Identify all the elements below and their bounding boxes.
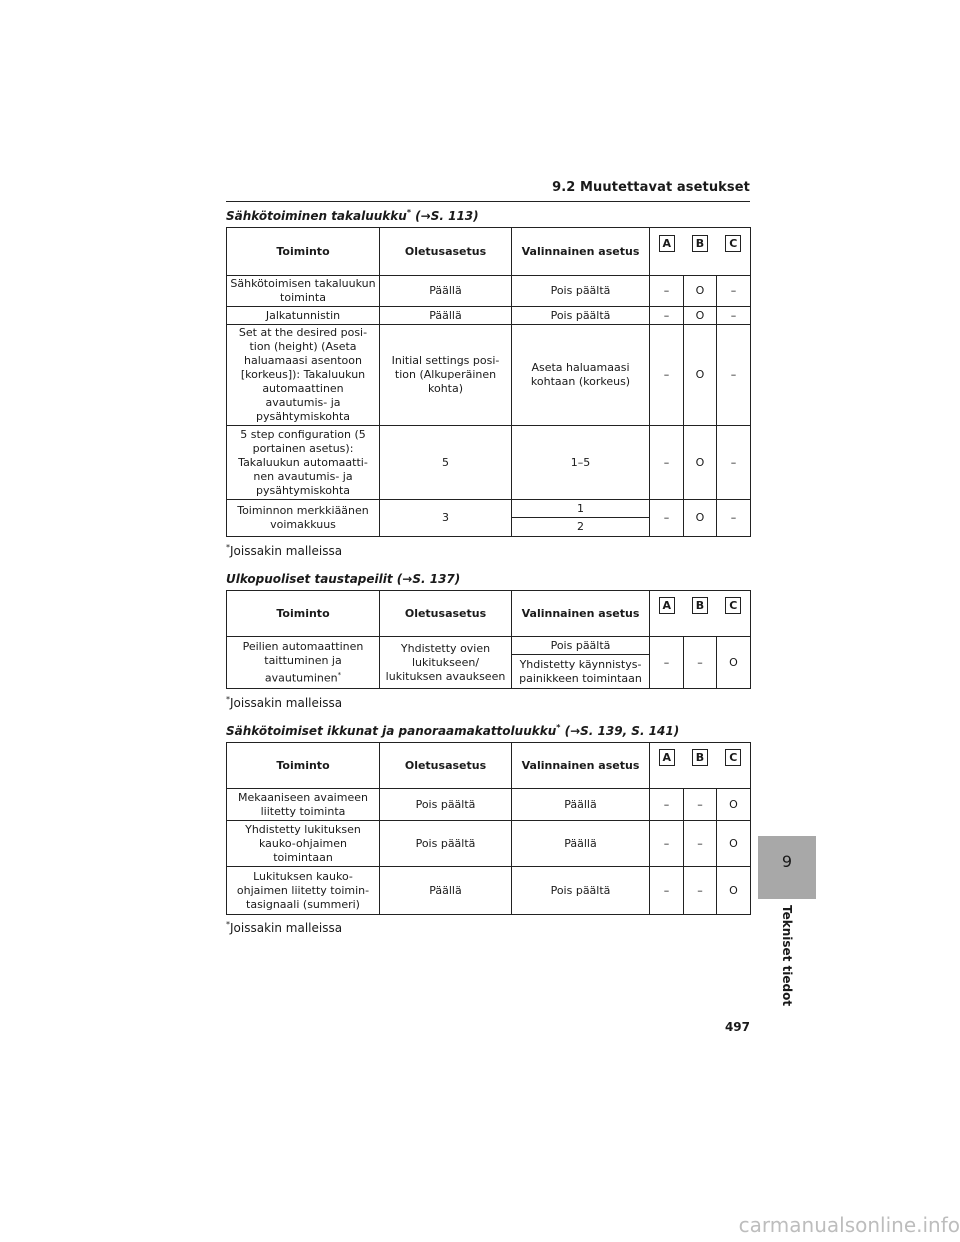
col-header-b bbox=[684, 591, 717, 637]
cell-default: Initial settings posi-tion (Alkuperäinen kohta) bbox=[380, 325, 512, 426]
cell-c: O bbox=[717, 867, 751, 915]
cell-a: – bbox=[650, 867, 684, 915]
cell-a: – bbox=[650, 789, 684, 821]
page-number: 497 bbox=[724, 1020, 750, 1034]
cell-function: 5 step configuration (5 portainen asetus): Takaluukun automaatti-nen avautumis- ja pysähtymiskohta bbox=[227, 426, 380, 500]
table-row bbox=[227, 821, 751, 867]
table-row bbox=[227, 276, 751, 307]
cell-optional: Päällä bbox=[512, 789, 650, 821]
table-row bbox=[227, 307, 751, 325]
cell-optional: Pois päältä bbox=[512, 276, 650, 307]
cell-a: – bbox=[650, 821, 684, 867]
col-header-a bbox=[650, 228, 684, 276]
cell-b: – bbox=[684, 867, 717, 915]
col-header-optional: Valinnainen asetus bbox=[512, 591, 650, 637]
table-header-row bbox=[227, 228, 751, 276]
table-row bbox=[227, 426, 751, 500]
footnote-asterisk: * bbox=[226, 695, 230, 704]
section3-asterisk: * bbox=[556, 723, 561, 732]
cell-optional: Yhdistetty käynnistys-painikkeen toimintaan bbox=[512, 655, 650, 689]
section-heading: 9.2 Muutettavat asetukset bbox=[552, 180, 750, 195]
col-header-function: Toiminto bbox=[227, 743, 380, 789]
section3-table bbox=[226, 742, 751, 915]
col-header-b bbox=[684, 743, 717, 789]
chapter-number: 9 bbox=[781, 852, 793, 871]
cell-default: 5 bbox=[380, 426, 512, 500]
table-header-row bbox=[227, 743, 751, 789]
col-header-default: Oletusasetus bbox=[380, 228, 512, 276]
cell-default: 3 bbox=[380, 500, 512, 537]
cell-a: – bbox=[650, 637, 684, 689]
section2-footnote bbox=[226, 695, 342, 710]
cell-optional: 1–5 bbox=[512, 426, 650, 500]
col-a-box: A bbox=[659, 749, 675, 766]
page-header bbox=[226, 180, 750, 195]
cell-a: – bbox=[650, 325, 684, 426]
footnote-text: Joissakin malleissa bbox=[230, 921, 343, 935]
cell-b: O bbox=[684, 426, 717, 500]
table-header-row bbox=[227, 591, 751, 637]
section1-title bbox=[226, 208, 479, 223]
cell-c: – bbox=[717, 426, 751, 500]
cell-b: – bbox=[684, 821, 717, 867]
col-header-a bbox=[650, 743, 684, 789]
section1-footnote bbox=[226, 543, 342, 558]
section2-page-ref[interactable]: (→S. 137) bbox=[392, 572, 461, 586]
cell-c: – bbox=[717, 500, 751, 537]
cell-a: – bbox=[650, 307, 684, 325]
cell-optional: Pois päältä bbox=[512, 867, 650, 915]
cell-c: – bbox=[717, 307, 751, 325]
cell-default: Pois päältä bbox=[380, 821, 512, 867]
section2-title-text: Ulkopuoliset taustapeilit bbox=[226, 572, 393, 586]
cell-b: – bbox=[684, 789, 717, 821]
section3-title bbox=[226, 723, 679, 738]
cell-c: – bbox=[717, 325, 751, 426]
cell-default: Päällä bbox=[380, 867, 512, 915]
cell-b: O bbox=[684, 325, 717, 426]
col-header-optional: Valinnainen asetus bbox=[512, 743, 650, 789]
cell-optional: 2 bbox=[512, 518, 650, 537]
cell-c: – bbox=[717, 276, 751, 307]
footnote-text: Joissakin malleissa bbox=[230, 544, 343, 558]
cell-a: – bbox=[650, 500, 684, 537]
col-header-a bbox=[650, 591, 684, 637]
cell-optional: Aseta haluamaasi kohtaan (korkeus) bbox=[512, 325, 650, 426]
cell-function: Jalkatunnistin bbox=[227, 307, 380, 325]
cell-asterisk: * bbox=[337, 670, 342, 679]
cell-function-text: Peilien automaattinen taittuminen ja avautuminen bbox=[242, 639, 364, 685]
cell-function: Toiminnon merkkiäänen voimakkuus bbox=[227, 500, 380, 537]
col-a-box: A bbox=[659, 235, 675, 252]
cell-optional: Pois päältä bbox=[512, 637, 650, 655]
col-a-box: A bbox=[659, 597, 675, 614]
section2-title bbox=[226, 572, 460, 586]
cell-a: – bbox=[650, 426, 684, 500]
cell-function: Lukituksen kauko-ohjaimen liitetty toimin-tasignaali (summeri) bbox=[227, 867, 380, 915]
col-header-optional: Valinnainen asetus bbox=[512, 228, 650, 276]
cell-b: O bbox=[684, 500, 717, 537]
section3-title-text: Sähkötoimiset ikkunat ja panoraamakattoluukku bbox=[226, 724, 557, 738]
col-c-box: C bbox=[725, 597, 741, 614]
table-row bbox=[227, 867, 751, 915]
col-header-function: Toiminto bbox=[227, 591, 380, 637]
cell-c: O bbox=[717, 821, 751, 867]
cell-optional: 1 bbox=[512, 500, 650, 518]
footnote-asterisk: * bbox=[226, 543, 230, 552]
cell-function: Yhdistetty lukituksen kauko-ohjaimen toimintaan bbox=[227, 821, 380, 867]
cell-b: O bbox=[684, 307, 717, 325]
col-header-function: Toiminto bbox=[227, 228, 380, 276]
col-header-c bbox=[717, 743, 751, 789]
header-divider bbox=[226, 201, 750, 202]
table-row bbox=[227, 789, 751, 821]
section1-table bbox=[226, 227, 751, 537]
watermark: carmanualsonline.info bbox=[738, 1213, 960, 1237]
col-c-box: C bbox=[725, 749, 741, 766]
cell-c: O bbox=[717, 789, 751, 821]
col-header-default: Oletusasetus bbox=[380, 743, 512, 789]
chapter-label bbox=[760, 905, 794, 1007]
footnote-text: Joissakin malleissa bbox=[230, 696, 343, 710]
cell-optional: Pois päältä bbox=[512, 307, 650, 325]
col-header-c bbox=[717, 591, 751, 637]
cell-function bbox=[227, 637, 380, 689]
cell-function: Mekaaniseen avaimeen liitetty toiminta bbox=[227, 789, 380, 821]
col-b-box: B bbox=[692, 235, 708, 252]
cell-default: Päällä bbox=[380, 307, 512, 325]
col-header-default: Oletusasetus bbox=[380, 591, 512, 637]
cell-default: Pois päältä bbox=[380, 789, 512, 821]
col-header-b bbox=[684, 228, 717, 276]
section1-title-text: Sähkötoiminen takaluukku bbox=[226, 209, 407, 223]
table-row bbox=[227, 637, 751, 655]
table-row bbox=[227, 500, 751, 518]
cell-default: Päällä bbox=[380, 276, 512, 307]
col-b-box: B bbox=[692, 749, 708, 766]
cell-c: O bbox=[717, 637, 751, 689]
cell-function: Set at the desired posi-tion (height) (Aseta haluamaasi asentoon [korkeus]): Takaluukun automaattinen avautumis- ja pysähtymiskohta bbox=[227, 325, 380, 426]
section1-page-ref[interactable]: (→S. 113) bbox=[411, 209, 479, 223]
col-header-c bbox=[717, 228, 751, 276]
cell-optional: Päällä bbox=[512, 821, 650, 867]
section2-table bbox=[226, 590, 751, 689]
cell-a: – bbox=[650, 276, 684, 307]
col-b-box: B bbox=[692, 597, 708, 614]
cell-b: – bbox=[684, 637, 717, 689]
cell-default: Yhdistetty ovien lukitukseen/ lukituksen avaukseen bbox=[380, 637, 512, 689]
col-c-box: C bbox=[725, 235, 741, 252]
section1-asterisk: * bbox=[406, 208, 411, 217]
footnote-asterisk: * bbox=[226, 920, 230, 929]
section3-footnote bbox=[226, 920, 342, 935]
chapter-label-text: Tekniset tiedot bbox=[780, 905, 794, 1007]
cell-b: O bbox=[684, 276, 717, 307]
cell-function: Sähkötoimisen takaluukun toiminta bbox=[227, 276, 380, 307]
section3-page-ref[interactable]: (→S. 139, S. 141) bbox=[560, 724, 680, 738]
table-row bbox=[227, 325, 751, 426]
